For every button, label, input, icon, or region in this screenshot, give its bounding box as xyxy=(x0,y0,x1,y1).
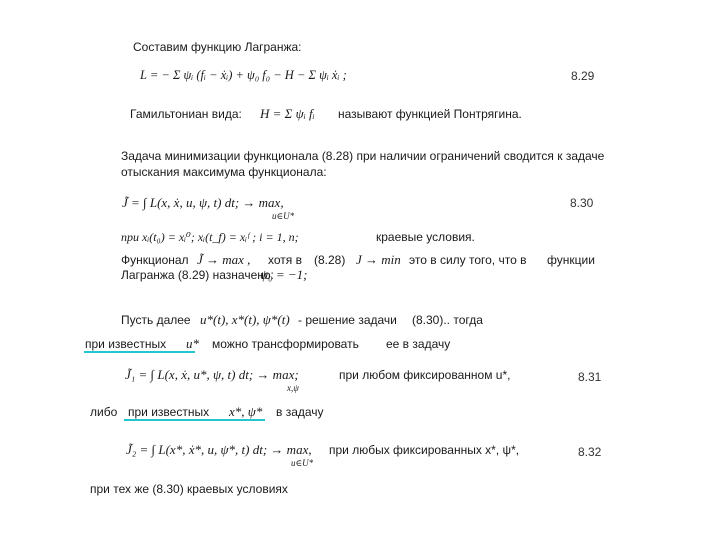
text-because: это в силу того, что в xyxy=(409,253,527,267)
formula-x-psi-star: x*, ψ* xyxy=(229,404,263,419)
formula-8-30-subscript: u∈U* xyxy=(272,211,295,221)
formula-8-32: J̃₂ = ∫ L(x*, ẋ*, u, ψ*, t) dt; → max, xyxy=(126,442,312,457)
text-problem-line2: отыскания максимума функционала: xyxy=(121,165,327,179)
text-given-x-psi: при известных xyxy=(128,405,210,419)
equation-number-8-30: 8.30 xyxy=(570,196,594,210)
formula-boundary-conditions: при xᵢ(t₀) = xᵢ⁰; xᵢ(t_f) = xᵢᶠ ; i = 1, n; xyxy=(121,230,299,244)
formula-8-29: L = − Σ ψᵢ (fᵢ − ẋᵢ) + ψ₀ f₀ − H − Σ ψᵢ ẋᵢ ; xyxy=(140,68,347,82)
formula-j-min: J → min xyxy=(356,252,401,267)
formula-psi0: ψ₀ = −1; xyxy=(260,267,308,282)
text-hamiltonian-suffix: называют функцией Понтрягина. xyxy=(338,107,522,121)
underline-given-u xyxy=(84,351,195,353)
formula-8-31-subscript: x,ψ xyxy=(287,383,299,393)
text-can-transform: можно трансформировать xyxy=(212,337,359,351)
text-given-u: при известных xyxy=(85,337,167,351)
text-or: либо xyxy=(90,405,118,419)
formula-8-31: J̃₁ = ∫ L(x, ẋ, u*, ψ, t) dt; → max; xyxy=(125,367,299,382)
text-8-32-suffix: при любых фиксированных x*, ψ*, xyxy=(329,443,520,457)
text-then: (8.30).. тогда xyxy=(412,313,483,327)
text-boundary-suffix: краевые условия. xyxy=(376,230,475,244)
text-functional-label: Функционал xyxy=(121,253,189,267)
text-into-problem-2: в задачу xyxy=(276,405,324,419)
text-although: хотя в xyxy=(268,253,302,267)
equation-number-8-31: 8.31 xyxy=(578,370,602,384)
formula-u-star: u* xyxy=(186,336,199,351)
text-lagrange-assigned: Лагранжа (8.29) назначено: xyxy=(121,268,274,282)
text-ref-8-28: (8.28) xyxy=(314,253,346,267)
text-8-31-suffix: при любом фиксированном u*, xyxy=(339,368,511,382)
underline-given-x-psi xyxy=(124,419,265,421)
text-function: функции xyxy=(547,253,595,267)
equation-number-8-32: 8.32 xyxy=(578,445,602,459)
formula-8-32-subscript: u∈U* xyxy=(291,458,314,468)
text-problem-line1: Задача минимизации функционала (8.28) при наличии ограничений сводится к задаче xyxy=(121,149,605,163)
formula-j-max: J̃ → max , xyxy=(197,252,251,267)
equation-number-8-29: 8.29 xyxy=(571,69,595,83)
text-same-boundary: при тех же (8.30) краевых условиях xyxy=(90,482,288,496)
text-into-problem: ее в задачу xyxy=(386,337,451,351)
text-solution-of: - решение задачи xyxy=(298,313,397,327)
text-let-further: Пусть далее xyxy=(121,313,191,327)
text-lagrange-intro: Составим функцию Лагранжа: xyxy=(133,40,302,54)
formula-8-30: J̃ = ∫ L(x, ẋ, u, ψ, t) dt; → max, xyxy=(122,195,284,210)
formula-hamiltonian: H = Σ ψᵢ fᵢ xyxy=(260,106,315,121)
text-hamiltonian-prefix: Гамильтониан вида: xyxy=(130,107,242,121)
formula-optimal-solution: u*(t), x*(t), ψ*(t) xyxy=(200,312,290,327)
